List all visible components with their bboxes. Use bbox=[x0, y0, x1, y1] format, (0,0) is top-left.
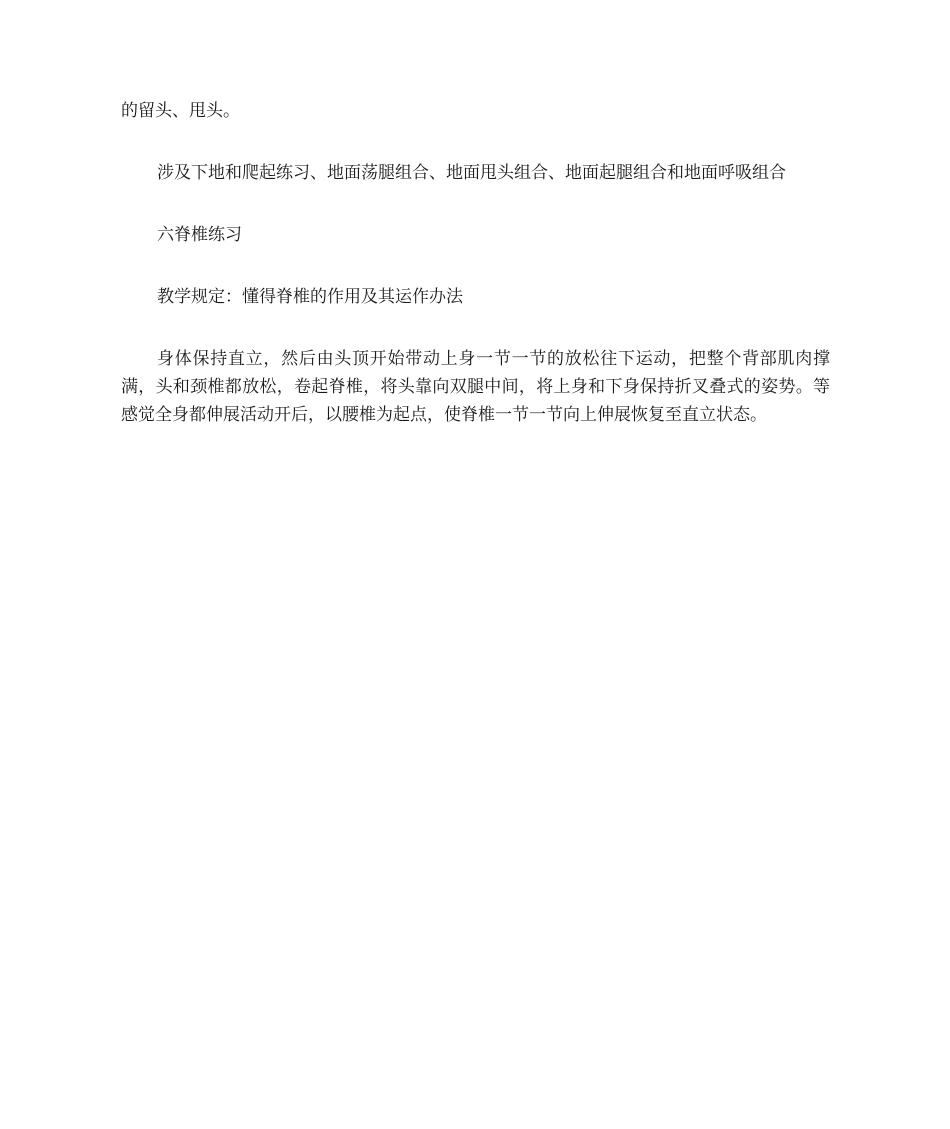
paragraph-spine-exercise-description: 身体保持直立，然后由头顶开始带动上身一节一节的放松往下运动，把整个背部肌肉撑满，头和颈椎都放松，卷起脊椎，将头靠向双腿中间，将上身和下身保持折叉叠式的姿势。等感觉全身都伸展活动开后，以腰椎为起点，使脊椎一节一节向上伸展恢复至直立状态。 bbox=[121, 349, 830, 425]
paragraph-floor-combinations: 涉及下地和爬起练习、地面荡腿组合、地面甩头组合、地面起腿组合和地面呼吸组合 bbox=[157, 163, 786, 183]
section-heading-spine-practice: 六脊椎练习 bbox=[157, 225, 242, 245]
paragraph-teaching-requirement: 教学规定：懂得脊椎的作用及其运作办法 bbox=[157, 287, 463, 307]
document-body bbox=[121, 97, 830, 429]
paragraph-continuation: 的留头、甩头。 bbox=[121, 101, 240, 121]
